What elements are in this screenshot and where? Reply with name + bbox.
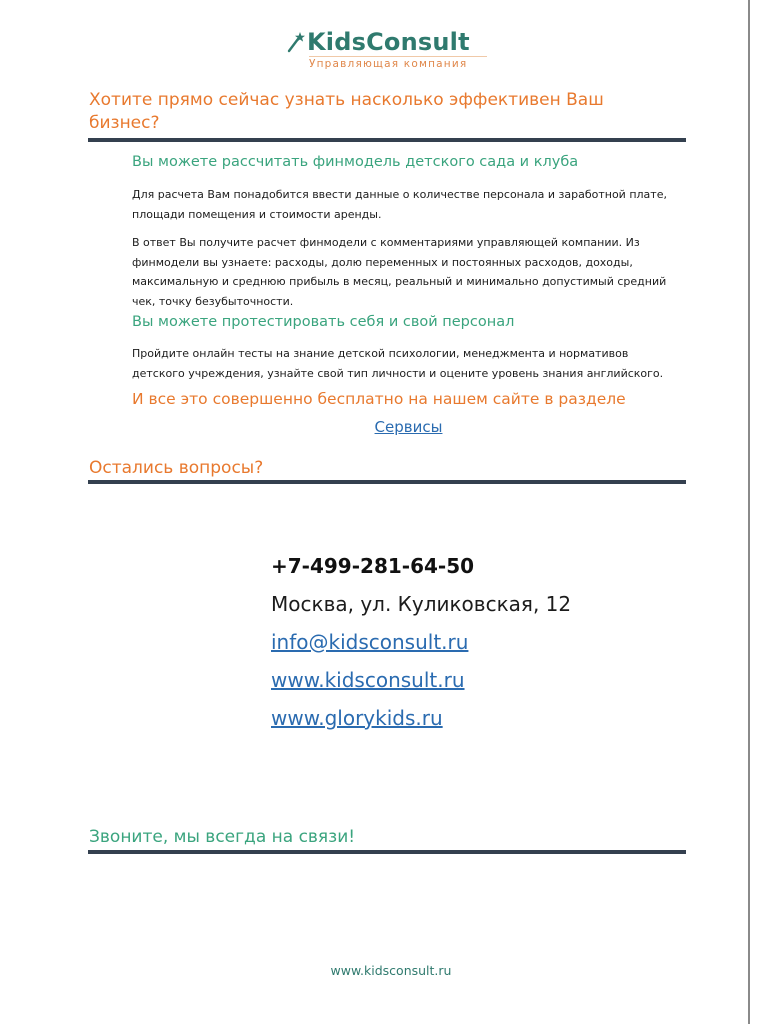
- finmodel-paragraph-1: Для расчета Вам понадобится ввести данные о количестве персонала и заработной плате, площади помещения и стоимости аренды.: [132, 188, 667, 221]
- section-divider: [88, 850, 686, 854]
- section-divider: [88, 480, 686, 484]
- contacts-block: [271, 553, 571, 743]
- kidsconsult-logo: [287, 28, 497, 71]
- finmodel-paragraph-2: В ответ Вы получите расчет финмодели с комментариями управляющей компании. Из финмодели вы узнаете: расходы, долю переменных и постоянных расходов, доходы, максимальную и среднюю прибыль в месяц, реальный и минимально допустимый средний чек, точку безубыточности.: [132, 236, 667, 308]
- services-link-wrapper: [0, 418, 767, 436]
- logo-tagline: Управляющая компания: [309, 56, 487, 71]
- finmodel-heading: Вы можете рассчитать финмодель детского сада и клуба: [132, 154, 579, 170]
- section-divider: [88, 138, 686, 142]
- logo-name: KidsConsult: [307, 28, 470, 56]
- free-services-text: И все это совершенно бесплатно на нашем сайте в разделе: [132, 390, 626, 408]
- tests-paragraph: Пройдите онлайн тесты на знание детской психологии, менеджмента и нормативов детского учреждения, узнайте свой тип личности и оцените уровень знания английского.: [132, 347, 664, 380]
- glorykids-site-link[interactable]: www.glorykids.ru: [271, 706, 443, 730]
- closing-text: Звоните, мы всегда на связи!: [89, 827, 356, 847]
- footer-url: www.kidsconsult.ru: [330, 963, 452, 978]
- address: Москва, ул. Куликовская, 12: [271, 592, 572, 616]
- page-edge-divider: [748, 0, 750, 1024]
- email-link[interactable]: info@kidsconsult.ru: [271, 630, 469, 654]
- kidsconsult-site-link[interactable]: www.kidsconsult.ru: [271, 668, 465, 692]
- tests-heading: Вы можете протестировать себя и свой персонал: [132, 314, 515, 330]
- services-link[interactable]: Сервисы: [374, 418, 443, 436]
- questions-title: Остались вопросы?: [89, 458, 264, 478]
- intro-title: Хотите прямо сейчас узнать насколько эффективен Ваш бизнес?: [89, 90, 604, 133]
- phone-number: +7-499-281-64-50: [271, 554, 475, 578]
- magic-wand-icon: [287, 31, 305, 53]
